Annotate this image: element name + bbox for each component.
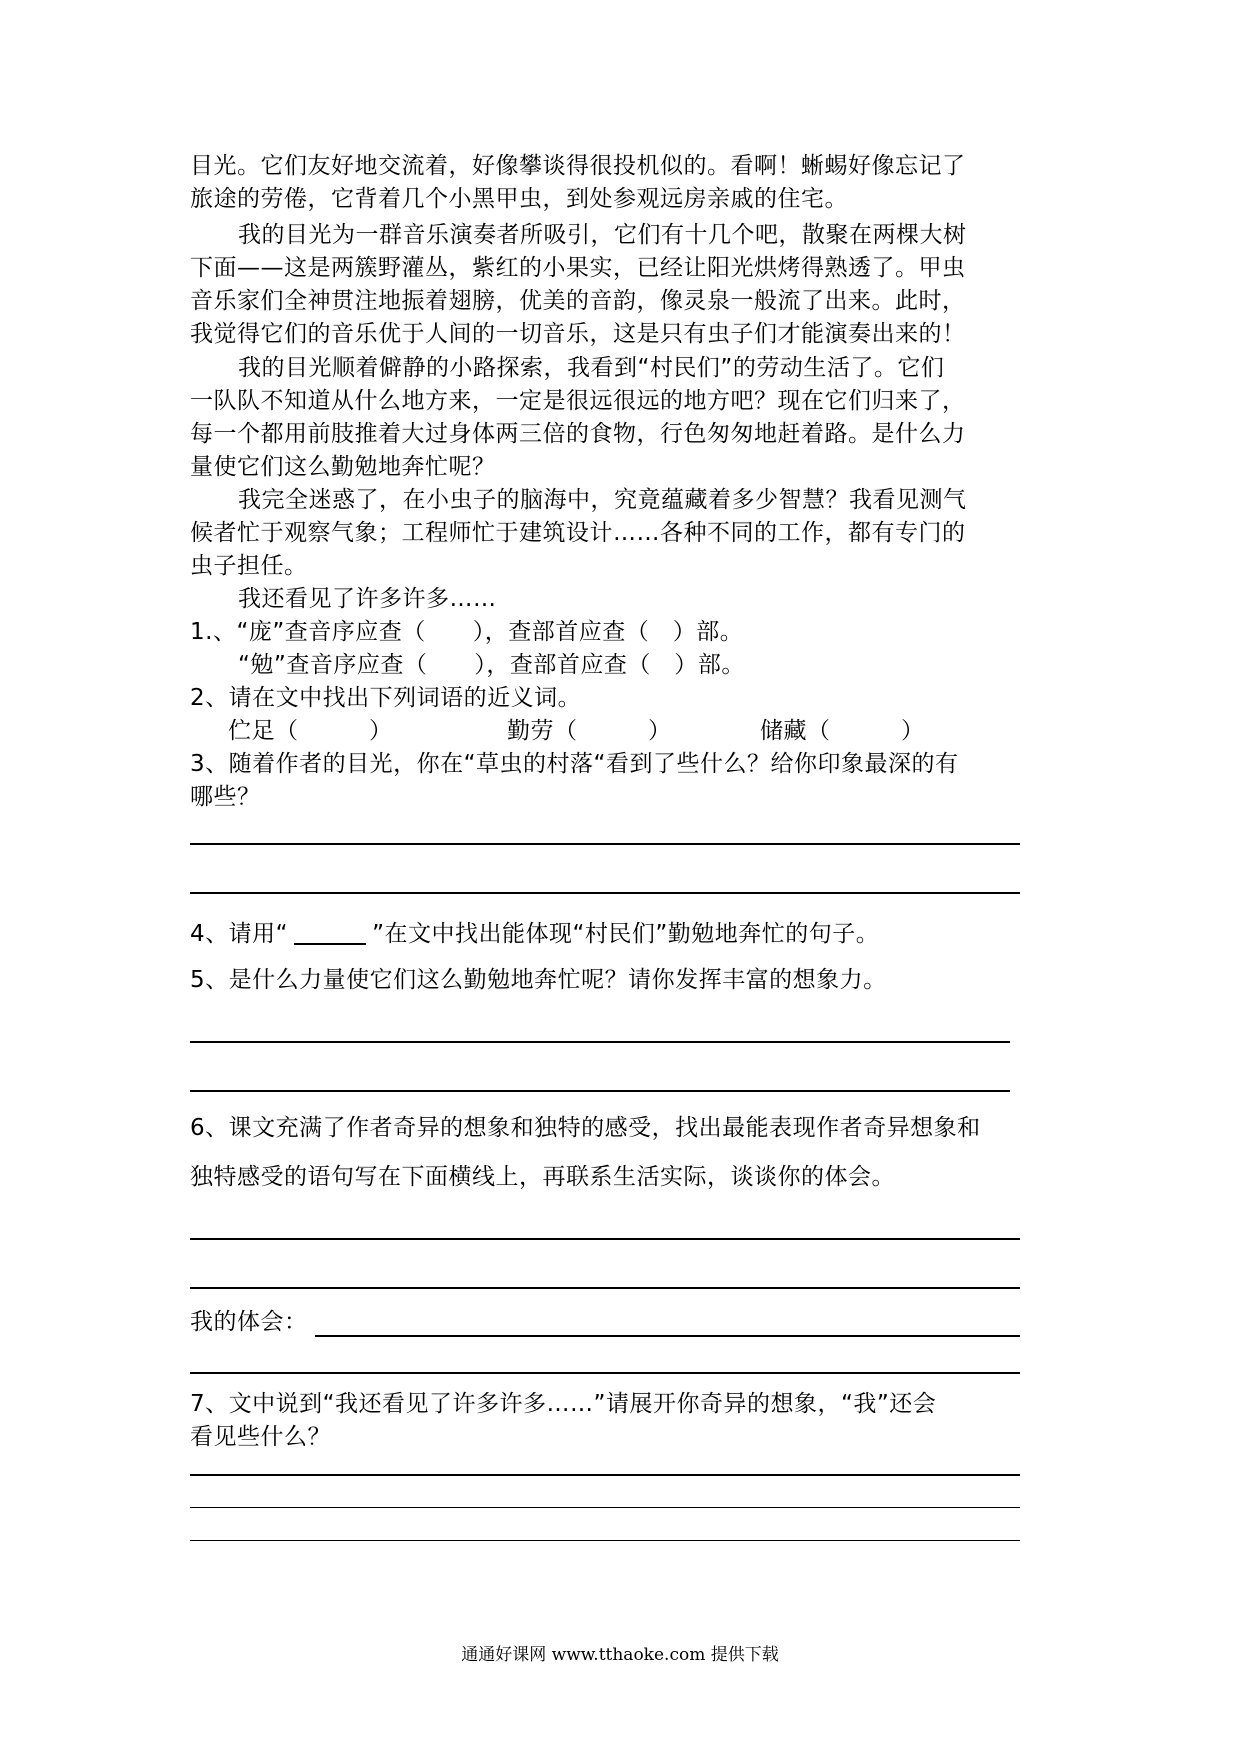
answer-line[interactable] xyxy=(190,1090,1010,1092)
passage-line: 音乐家们全神贯注地振着翅膀，优美的音韵，像灵泉一般流了出来。此时， xyxy=(190,288,966,314)
passage-line: 目光。它们友好地交流着，好像攀谈得很投机似的。看啊！蜥蜴好像忘记了 xyxy=(190,153,966,179)
synonym-word-3: 储藏（ ） xyxy=(760,718,925,744)
passage-line: 我的目光顺着僻静的小路探索，我看到“村民们”的劳动生活了。它们 xyxy=(238,355,945,381)
question-1-line-2: “勉”查音序应查（ ），查部首应查（ ）部。 xyxy=(238,652,745,678)
passage-line: 旅途的劳倦，它背着几个小黑甲虫，到处参观远房亲戚的住宅。 xyxy=(190,186,848,212)
passage-line: 我觉得它们的音乐优于人间的一切音乐，这是只有虫子们才能演奏出来的！ xyxy=(190,321,966,347)
passage-line: 量使它们这么勤勉地奔忙呢？ xyxy=(190,454,496,480)
question-4-suffix: ”在文中找出能体现“村民们”勤勉地奔忙的句子。 xyxy=(372,921,880,947)
answer-line[interactable] xyxy=(190,1540,1020,1541)
passage-line: 我还看见了许多许多…… xyxy=(238,586,497,612)
synonym-word-1: 伫足（ ） xyxy=(228,718,393,744)
question-2: 2、请在文中找出下列词语的近义词。 xyxy=(190,685,582,711)
question-3-line-1: 3、随着作者的目光，你在“草虫的村落“看到了些什么？给你印象最深的有 xyxy=(190,751,959,777)
question-3-line-2: 哪些？ xyxy=(190,784,261,810)
synonym-word-2: 勤劳（ ） xyxy=(507,718,672,744)
passage-line: 下面——这是两簇野灌丛，紫红的小果实，已经让阳光烘烤得熟透了。甲虫 xyxy=(190,255,966,281)
answer-line[interactable] xyxy=(190,1507,1020,1508)
experience-label: 我的体会： xyxy=(190,1309,308,1335)
answer-line[interactable] xyxy=(190,1238,1020,1240)
question-6-line-1: 6、课文充满了作者奇异的想象和独特的感受，找出最能表现作者奇异想象和 xyxy=(190,1115,981,1141)
question-1-line-1: 1.、“庞”查音序应查（ ），查部首应查（ ）部。 xyxy=(190,619,744,645)
question-7-line-1: 7、文中说到“我还看见了许多许多……”请展开你奇异的想象，“我”还会 xyxy=(190,1391,937,1417)
question-7-line-2: 看见些什么？ xyxy=(190,1424,331,1450)
answer-line[interactable] xyxy=(190,1474,1020,1476)
question-6-line-2: 独特感受的语句写在下面横线上，再联系生活实际，谈谈你的体会。 xyxy=(190,1164,895,1190)
passage-line: 我完全迷惑了，在小虫子的脑海中，究竟蕴藏着多少智慧？我看见测气 xyxy=(238,487,967,513)
answer-line[interactable] xyxy=(190,843,1020,845)
question-4-prefix: 4、请用“ xyxy=(190,921,289,947)
question-5: 5、是什么力量使它们这么勤勉地奔忙呢？请你发挥丰富的想象力。 xyxy=(190,967,887,993)
passage-line: 候者忙于观察气象；工程师忙于建筑设计……各种不同的工作，都有专门的 xyxy=(190,520,966,546)
answer-line[interactable] xyxy=(190,1372,1020,1374)
answer-line[interactable] xyxy=(190,892,1020,894)
passage-line: 一队队不知道从什么地方来，一定是很远很远的地方吧？现在它们归来了， xyxy=(190,388,966,414)
experience-answer-line[interactable] xyxy=(315,1335,1020,1337)
answer-line[interactable] xyxy=(190,1287,1020,1289)
passage-line: 虫子担任。 xyxy=(190,553,308,579)
passage-line: 每一个都用前肢推着大过身体两三倍的食物，行色匆匆地赶着路。是什么力 xyxy=(190,421,966,447)
page-footer: 通通好课网 www.tthaoke.com 提供下载 xyxy=(461,1645,779,1665)
passage-line: 我的目光为一群音乐演奏者所吸引，它们有十几个吧，散聚在两棵大树 xyxy=(238,222,967,248)
question-4 xyxy=(190,918,879,951)
underline-sample xyxy=(294,921,366,945)
answer-line[interactable] xyxy=(190,1041,1010,1043)
